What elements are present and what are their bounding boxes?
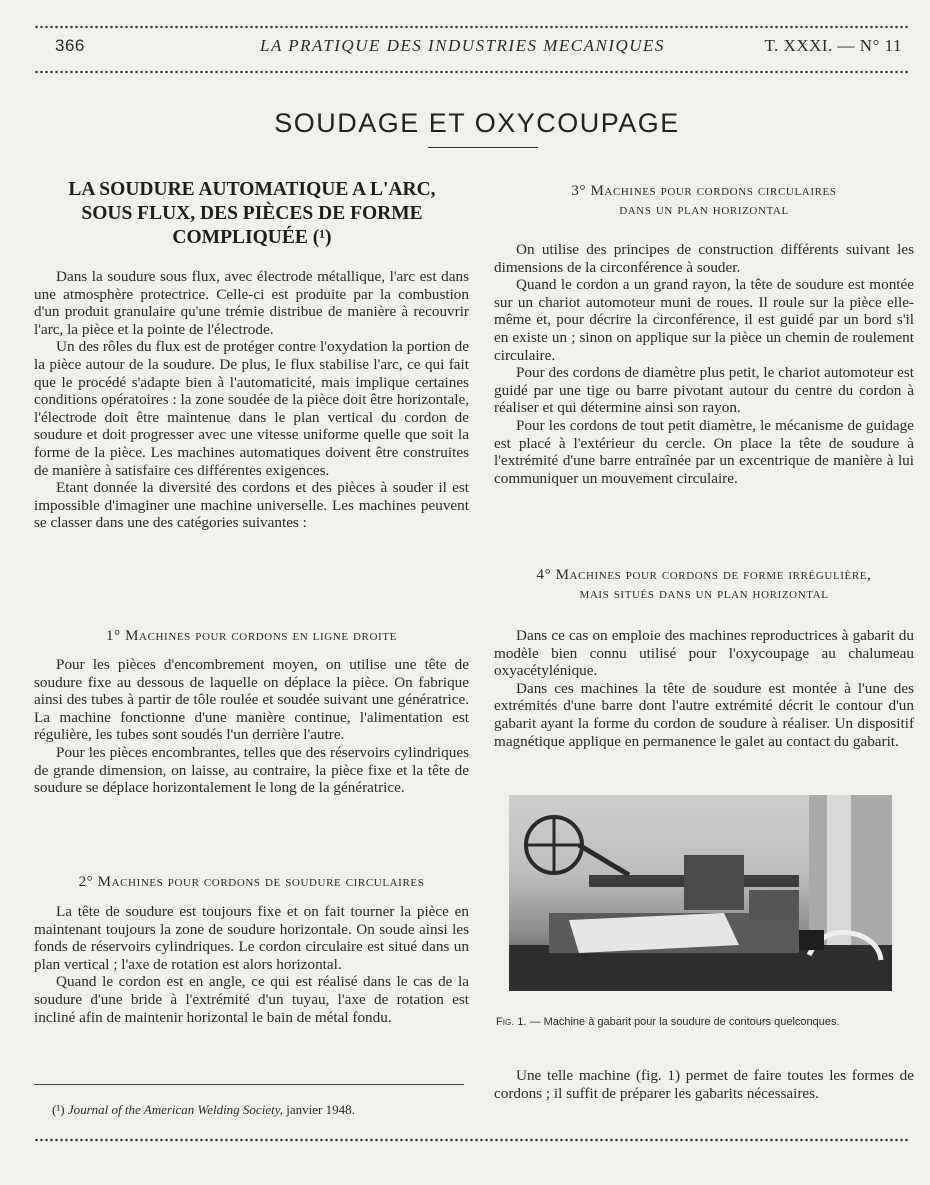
top-dotted-rule	[34, 25, 908, 29]
body-paragraph: Quand le cordon est en angle, ce qui est réalisé dans le cas de la soudure d'une bride à l'extrémité d'un tuyau, l'axe de rotation est incliné afin de maintenir horizontal le bain de métal fondu.	[34, 973, 469, 1026]
footnote-date: janvier 1948.	[286, 1102, 355, 1117]
heading-line: 3° Machines pour cordons circulaires	[571, 183, 837, 199]
machine-illustration	[509, 795, 892, 991]
body-paragraph: Un des rôles du flux est de protéger contre l'oxydation la portion de la pièce autour de la soudure. De plus, le flux stabilise l'arc, ce qui fait que le procédé s'adapte bien à l'automaticité, mais implique certaines conditions opératoires : la zone soudée de la pièce doit être horizontale, l'électrode doit être maintenue dans le plan vertical du cordon de soudure et doit progresser avec une vitesse uniforme quelle que soit la forme de la pièce. Les machines automatiques doivent être construites de manière à satisfaire ces différentes exigences.	[34, 338, 469, 479]
body-paragraph: Dans la soudure sous flux, avec électrode métallique, l'arc est dans une atmosphère protectrice. Celle-ci est produite par la combustion d'un produit granulaire qu'une trémie distribue de manière à recouvrir l'arc, la pièce et la pointe de l'électrode.	[34, 268, 469, 338]
left-column-section-1	[34, 656, 469, 797]
subsection-heading-4	[494, 566, 914, 604]
figure-caption-text: — Machine à gabarit pour la soudure de contours quelconques.	[526, 1016, 840, 1028]
left-column-intro	[34, 268, 469, 532]
right-column-closing	[494, 1067, 914, 1102]
article-title	[40, 178, 464, 250]
body-paragraph: Etant donnée la diversité des cordons et des pièces à souder il est impossible d'imaginer une machine universelle. Les machines peuvent se classer dans une des catégories suivantes :	[34, 479, 469, 532]
body-paragraph: On utilise des principes de construction différents suivant les dimensions de la circonférence à souder.	[494, 241, 914, 276]
body-paragraph: Pour les pièces d'encombrement moyen, on utilise une tête de soudure fixe au dessous de laquelle on déplace la pièce. On fabrique ainsi des tubes à partir de tôle roulée et soudée suivant une génératrice. La machine fonctionne d'une manière continue, l'alimentation est régulière, les tubes sont soudés l'un derrière l'autre.	[34, 656, 469, 744]
body-paragraph: Quand le cordon a un grand rayon, la tête de soudure est montée sur un chariot automoteur muni de roues. Il roule sur la pièce elle-même et, pour décrire la circonférence, il est guidé par un bord s'il en existe un ; sinon on applique sur la pièce un chemin de roulement circulaire.	[494, 276, 914, 364]
body-paragraph: Dans ce cas on emploie des machines reproductrices à gabarit du modèle bien connu utilisé pour l'oxycoupage au chalumeau oxyacétylénique.	[494, 627, 914, 680]
figure-caption	[496, 1015, 916, 1029]
body-paragraph: Pour des cordons de diamètre plus petit, le chariot automoteur est guidé par une tige ou barre pivotant autour du centre du cordon à réaliser et qui détermine ainsi son rayon.	[494, 364, 914, 417]
heading-line: dans un plan horizontal	[619, 202, 789, 218]
volume-number: T. XXXI. — N° 11	[764, 36, 902, 55]
section-title-rule	[428, 147, 538, 148]
body-paragraph: Pour les pièces encombrantes, telles que des réservoirs cylindriques de grande dimension, on laisse, au contraire, la pièce fixe et la tête de soudure se déplace horizontalement le long de la génératrice.	[34, 743, 469, 797]
footnote	[52, 1102, 355, 1118]
header-dotted-rule	[34, 70, 908, 74]
subsection-heading-1: 1° Machines pour cordons en ligne droite	[106, 628, 397, 644]
body-paragraph: Dans ces machines la tête de soudure est montée à l'une des extrémités d'une barre dont l'autre extrémité décrit le contour d'un gabarit ayant la forme du cordon de soudure à réaliser. Un dispositif magnétique applique en permanence le galet au contact du gabarit.	[494, 679, 914, 750]
footnote-rule	[34, 1084, 464, 1085]
right-column-section-3	[494, 241, 914, 487]
article-title-line: COMPLIQUÉE (¹)	[172, 227, 332, 248]
heading-line: mais situés dans un plan horizontal	[579, 586, 829, 602]
bottom-dotted-rule	[34, 1138, 908, 1142]
subsection-heading-3	[494, 182, 914, 220]
figure-label: Fig. 1.	[496, 1016, 527, 1028]
journal-title: LA PRATIQUE DES INDUSTRIES MECANIQUES	[260, 36, 665, 55]
article-title-line: LA SOUDURE AUTOMATIQUE A L'ARC,	[68, 179, 436, 200]
body-paragraph: Pour les cordons de tout petit diamètre, le mécanisme de guidage est placé à l'extérieur du cercle. On place la tête de soudure à l'extrémité d'une barre entraînée par un excentrique de manière à lui communiquer un mouvement circulaire.	[494, 416, 914, 487]
heading-line: 4° Machines pour cordons de forme irrégulière,	[536, 567, 872, 583]
section-title: SOUDAGE ET OXYCOUPAGE	[274, 108, 680, 138]
footnote-source: Journal of the American Welding Society,	[67, 1102, 283, 1117]
body-paragraph: La tête de soudure est toujours fixe et on fait tourner la pièce en maintenant toujours la zone de soudure horizontale. On soude ainsi les fonds de réservoirs cylindriques. Le cordon circulaire est situé dans un plan vertical ; l'axe de rotation est alors horizontal.	[34, 903, 469, 973]
article-title-line: SOUS FLUX, DES PIÈCES DE FORME	[81, 203, 423, 224]
page-number: 366	[55, 36, 85, 55]
footnote-mark: (¹)	[52, 1102, 65, 1117]
subsection-heading-2: 2° Machines pour cordons de soudure circulaires	[78, 874, 425, 890]
left-column-section-2	[34, 903, 469, 1026]
body-paragraph: Une telle machine (fig. 1) permet de faire toutes les formes de cordons ; il suffit de préparer les gabarits nécessaires.	[494, 1067, 914, 1102]
right-column-section-4	[494, 627, 914, 750]
running-header	[55, 36, 902, 60]
figure-photo-welding-machine	[509, 795, 892, 991]
